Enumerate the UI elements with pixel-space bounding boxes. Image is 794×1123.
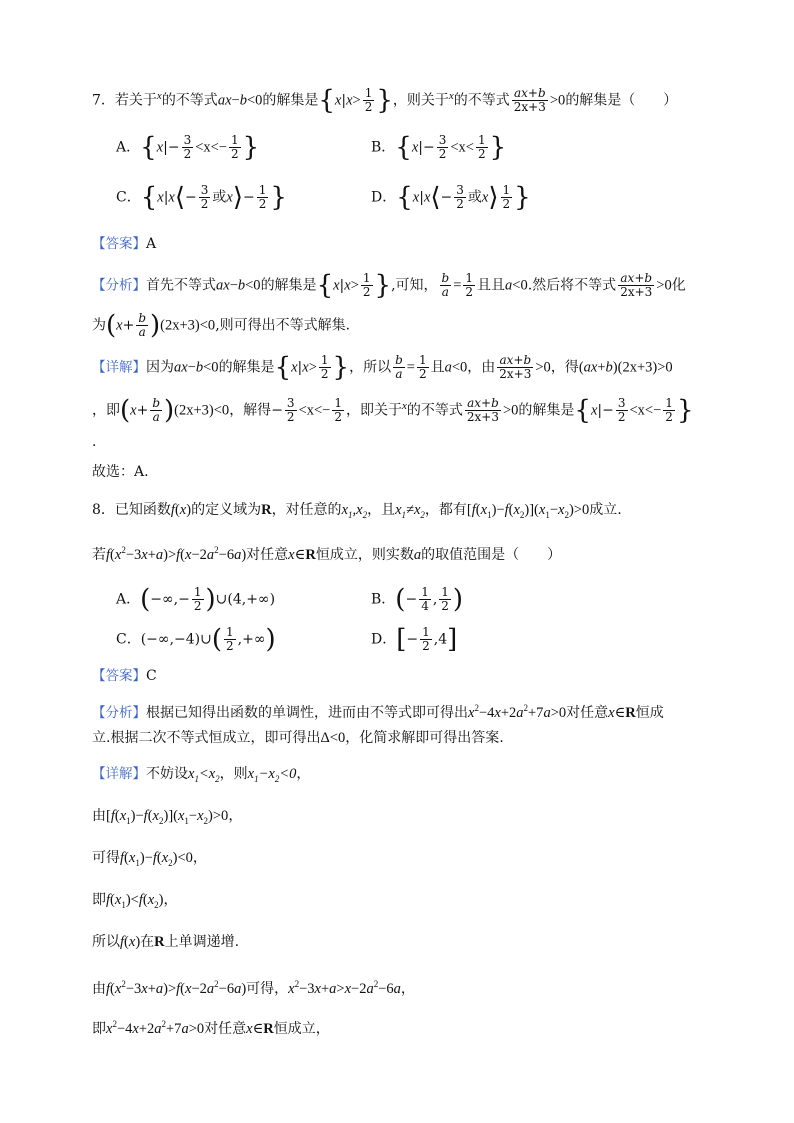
q7-option-d: D．{x|x⟨− $\frac{3}{2}$ 或x⟩ $\frac{1}{2}$ }: [371, 182, 531, 213]
q8-option-a: A．(−∞,− $\frac{1}{2}$ )∪(4,+∞): [116, 584, 276, 615]
q7-detail-dot: .: [92, 434, 97, 450]
q7-detail-line2: ，即(x+ $\frac{b}{a}$ )(2x+3)<0，解得− $\frac{3}{2}$ <x<− $\frac{1}{2}$ ，即关于$^x$的不等式 $\frac{ax+b}{2x+3}$ >0的解集是{x|− $\frac{3}{2}$ <x<− $\frac{1}{2}$ }: [92, 395, 694, 426]
q7-option-b: B．{x|− $\frac{3}{2}$ <x< $\frac{1}{2}$ }: [371, 132, 507, 163]
q8-option-b: B．(− $\frac{1}{4}$ , $\frac{1}{2}$ ): [371, 584, 464, 615]
q8-detail-line1: 【详解】不妨设$x_1<x_2$，则$x_1-x_2<0$，: [92, 766, 311, 784]
q7-detail-line1: 【详解】因为ax−b<0的解集是{x|x> $\frac{1}{2}$ }，所以 $\frac{b}{a}$ = $\frac{1}{2}$ 且a<0，由 $\frac{ax+b}{2x+3}$ >0，得(ax+b)(2x+3)>0: [92, 352, 673, 383]
q7-analysis-line1: 【分析】首先不等式ax−b<0的解集是{x|x> $\frac{1}{2}$ },可知， $\frac{b}{a}$ = $\frac{1}{2}$ 且且a<0.然后将不等式 $\frac{ax+b}{2x+3}$ >0化: [92, 270, 686, 301]
q8-detail-line7: 即$x^2-4x+2a^2+7a>0$对任意x∈R恒成立，: [92, 1019, 330, 1037]
q7-answer: 【答案】A: [92, 236, 157, 252]
q8-detail-line5: 所以f(x)在R上单调递增.: [92, 934, 240, 950]
q8-option-c: C．(−∞,−4)∪( $\frac{1}{2}$ ,+∞): [116, 624, 276, 655]
q8-stem-line1: 8．已知函数f(x)的定义域为R，对任意的$x_1,x_2$，且$x_1\ne x_2$，都有$[f(x_1)-f(x_2)](x_1-x_2)>0$成立.: [92, 502, 622, 520]
q8-analysis-line2: 立.根据二次不等式恒成立，即可得出Δ<0，化简求解即可得出答案.: [92, 730, 504, 746]
q7-option-c: C．{x|x⟨− $\frac{3}{2}$ 或x⟩− $\frac{1}{2}$ }: [116, 182, 287, 213]
q7-stem: 7．若关于$^x$的不等式ax−b<0的解集是{x|x> $\frac{1}{2}$ }，则关于$^x$的不等式 $\frac{ax+b}{2x+3}$ >0的解集是（ ）: [92, 85, 678, 116]
q8-answer: 【答案】C: [92, 668, 157, 684]
q8-detail-line4: 即$f(x_1)<f(x_2)$，: [92, 892, 178, 910]
q8-analysis-line1: 【分析】根据已知得出函数的单调性，进而由不等式即可得出$x^2-4x+2a^2+7a>0$对任意x∈R恒成: [92, 703, 664, 721]
q8-detail-line2: 由$[f(x_1)-f(x_2)](x_1-x_2)>0$，: [92, 808, 243, 826]
q7-choose: 故选：A.: [92, 464, 149, 480]
q8-stem-line2: 若$f(x^2-3x+a)>f(x-2a^2-6a)$对任意x∈R恒成立，则实数a的取值范围是（ ）: [92, 545, 562, 563]
q7-option-a: A．{x|− $\frac{3}{2}$ <x<− $\frac{1}{2}$ }: [116, 132, 260, 163]
q8-detail-line3: 可得$f(x_1)-f(x_2)<0$，: [92, 850, 207, 868]
q7-analysis-line2: 为(x+ $\frac{b}{a}$ )(2x+3)<0,则可得出不等式解集.: [92, 310, 351, 341]
q8-option-d: D．[− $\frac{1}{2}$ ,4]: [371, 624, 458, 655]
q8-detail-line6: 由$f(x^2-3x+a)>f(x-2a^2-6a)$可得，$x^2-3x+a>x-2a^2-6a$，: [92, 979, 415, 997]
